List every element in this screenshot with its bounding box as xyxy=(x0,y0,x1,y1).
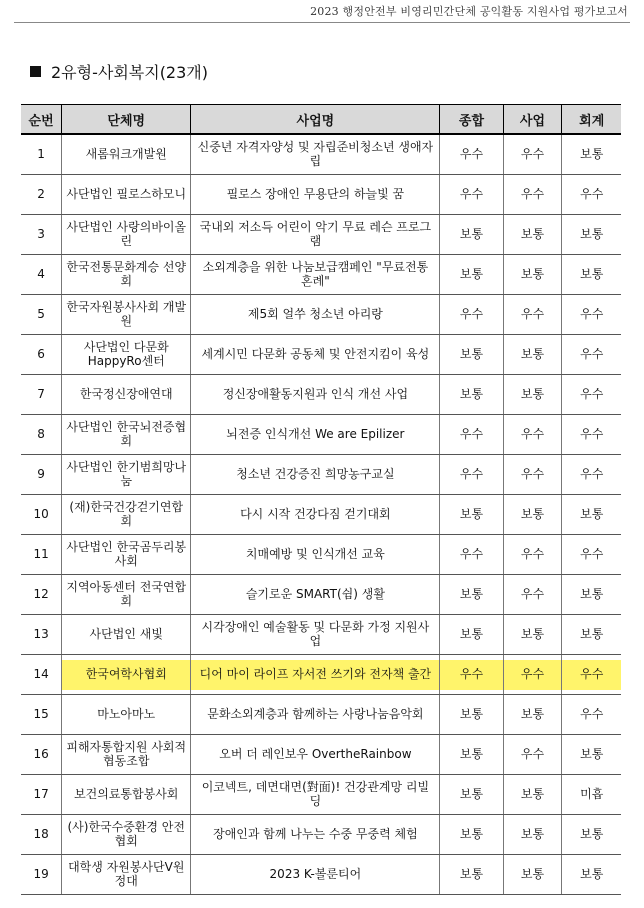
cell-no xyxy=(21,495,62,535)
cell-accounting xyxy=(562,575,621,615)
cell-accounting-text: 보통 xyxy=(580,826,604,841)
cell-business-text: 우수 xyxy=(520,666,545,681)
cell-project xyxy=(191,335,440,375)
cell-business-text: 우수 xyxy=(520,746,545,761)
cell-org-text: 한국자원봉사사회 개발원 xyxy=(66,299,187,328)
table-row xyxy=(21,415,621,455)
cell-overall-text: 보통 xyxy=(459,626,484,641)
cell-project xyxy=(191,215,440,255)
cell-overall-text: 보통 xyxy=(459,386,484,401)
cell-org-text: (재)한국건강걷기연합회 xyxy=(69,499,184,528)
table-row xyxy=(21,295,621,335)
cell-no-text: 11 xyxy=(33,546,49,561)
cell-accounting-text: 보통 xyxy=(580,746,604,761)
cell-project-text: 치매예방 및 인식개선 교육 xyxy=(245,546,385,561)
cell-project-text: 국내외 저소득 어린이 악기 무료 레슨 프로그램 xyxy=(199,219,432,248)
cell-business xyxy=(503,455,562,495)
cell-business xyxy=(503,735,562,775)
column-header-project: 사업명 xyxy=(191,105,440,135)
cell-project-text: 디어 마이 라이프 자서전 쓰기와 전자책 출간 xyxy=(199,666,432,681)
cell-business xyxy=(503,575,562,615)
cell-accounting xyxy=(562,175,621,215)
cell-overall-text: 우수 xyxy=(459,466,484,481)
cell-accounting xyxy=(562,615,621,655)
cell-org xyxy=(62,855,191,895)
cell-business xyxy=(503,775,562,815)
cell-org xyxy=(62,134,191,175)
cell-org-text: 사단법인 한기범희망나눔 xyxy=(66,459,187,488)
cell-business-text: 우수 xyxy=(520,426,545,441)
table-body xyxy=(21,134,621,895)
table-row xyxy=(21,335,621,375)
table-row xyxy=(21,175,621,215)
cell-no xyxy=(21,295,62,335)
cell-project-text: 이코넥트, 데면대면(對面)! 건강관계망 리빌딩 xyxy=(201,779,430,808)
cell-accounting xyxy=(562,775,621,815)
cell-overall xyxy=(440,655,503,695)
cell-project xyxy=(191,815,440,855)
cell-org-text: 사단법인 새빛 xyxy=(89,626,163,641)
cell-project-text: 슬기로운 SMART(쉼) 생활 xyxy=(245,586,385,601)
cell-overall xyxy=(440,215,503,255)
cell-accounting xyxy=(562,415,621,455)
cell-project-text: 소외계층을 위한 나눔보급캠페인 "무료전통혼례" xyxy=(202,259,429,288)
cell-project xyxy=(191,295,440,335)
cell-overall-text: 우수 xyxy=(459,546,484,561)
cell-overall-text: 보통 xyxy=(459,346,484,361)
cell-project-text: 2023 K-볼룬티어 xyxy=(269,866,362,881)
cell-overall-text: 보통 xyxy=(459,266,484,281)
cell-overall-text: 보통 xyxy=(459,826,484,841)
cell-accounting-text: 우수 xyxy=(580,346,604,361)
cell-overall-text: 보통 xyxy=(459,226,484,241)
cell-project xyxy=(191,775,440,815)
evaluation-table xyxy=(21,104,621,895)
cell-org xyxy=(62,575,191,615)
cell-org xyxy=(62,695,191,735)
cell-business xyxy=(503,495,562,535)
cell-business xyxy=(503,175,562,215)
cell-no xyxy=(21,735,62,775)
table-row xyxy=(21,495,621,535)
table-row xyxy=(21,134,621,175)
cell-no xyxy=(21,415,62,455)
cell-business xyxy=(503,655,562,695)
cell-accounting xyxy=(562,455,621,495)
cell-org xyxy=(62,215,191,255)
cell-overall-text: 보통 xyxy=(459,586,484,601)
cell-business-text: 보통 xyxy=(520,706,545,721)
cell-project-text: 세계시민 다문화 공동체 및 안전지킴이 육성 xyxy=(201,346,430,361)
cell-no xyxy=(21,215,62,255)
cell-project xyxy=(191,535,440,575)
table-row xyxy=(21,735,621,775)
cell-project-text: 정신장애활동지원과 인식 개선 사업 xyxy=(222,386,409,401)
cell-project xyxy=(191,615,440,655)
cell-overall-text: 우수 xyxy=(459,186,484,201)
column-header-accounting: 회계 xyxy=(562,105,621,135)
cell-accounting-text: 우수 xyxy=(580,666,604,681)
cell-overall-text: 보통 xyxy=(459,506,484,521)
cell-org xyxy=(62,535,191,575)
cell-no-text: 18 xyxy=(33,826,49,841)
cell-business-text: 우수 xyxy=(520,146,545,161)
cell-business xyxy=(503,855,562,895)
column-header-org: 단체명 xyxy=(62,105,191,135)
cell-overall xyxy=(440,575,503,615)
cell-no-text: 4 xyxy=(37,266,45,281)
column-header-overall: 종합 xyxy=(440,105,503,135)
cell-org-text: 사단법인 사랑의바이올린 xyxy=(66,219,187,248)
cell-overall-text: 우수 xyxy=(459,426,484,441)
cell-org xyxy=(62,655,191,695)
cell-accounting xyxy=(562,655,621,695)
cell-no-text: 1 xyxy=(37,146,45,161)
cell-accounting-text: 보통 xyxy=(580,586,604,601)
cell-project-text: 필로스 장애인 무용단의 하늘빛 꿈 xyxy=(226,186,405,201)
cell-project-text: 신중년 자격자양성 및 자립준비청소년 생애자립 xyxy=(197,139,434,168)
cell-org xyxy=(62,335,191,375)
square-bullet-icon xyxy=(30,66,41,77)
cell-org-text: 대학생 자원봉사단V원정대 xyxy=(68,859,185,888)
cell-accounting-text: 미흡 xyxy=(580,786,604,801)
cell-org-text: 한국전통문화계승 선양회 xyxy=(66,259,187,288)
cell-no-text: 12 xyxy=(33,586,49,601)
cell-project-text: 문화소외계층과 함께하는 사랑나눔음악회 xyxy=(207,706,424,721)
cell-overall xyxy=(440,535,503,575)
cell-overall-text: 우수 xyxy=(459,146,484,161)
cell-no xyxy=(21,695,62,735)
cell-org xyxy=(62,735,191,775)
cell-no-text: 14 xyxy=(33,666,49,681)
column-header-business: 사업 xyxy=(503,105,562,135)
cell-business xyxy=(503,695,562,735)
cell-business xyxy=(503,535,562,575)
cell-business xyxy=(503,295,562,335)
cell-accounting xyxy=(562,855,621,895)
cell-overall xyxy=(440,495,503,535)
cell-accounting-text: 보통 xyxy=(580,266,604,281)
cell-no-text: 5 xyxy=(37,306,45,321)
cell-business-text: 보통 xyxy=(520,786,545,801)
cell-no-text: 6 xyxy=(37,346,45,361)
cell-accounting xyxy=(562,255,621,295)
cell-org xyxy=(62,375,191,415)
cell-no xyxy=(21,615,62,655)
section-heading xyxy=(30,60,208,83)
cell-business-text: 우수 xyxy=(520,586,545,601)
cell-org-text: (사)한국수중환경 안전협회 xyxy=(67,819,185,848)
cell-project xyxy=(191,415,440,455)
cell-accounting xyxy=(562,134,621,175)
cell-org-text: 사단법인 한국곰두리봉사회 xyxy=(66,539,187,568)
cell-accounting xyxy=(562,735,621,775)
cell-no-text: 2 xyxy=(37,186,45,201)
cell-business xyxy=(503,615,562,655)
cell-business xyxy=(503,815,562,855)
cell-overall xyxy=(440,175,503,215)
cell-no xyxy=(21,455,62,495)
cell-accounting-text: 보통 xyxy=(580,226,604,241)
cell-no xyxy=(21,775,62,815)
cell-business-text: 보통 xyxy=(520,626,545,641)
cell-no-text: 10 xyxy=(33,506,49,521)
cell-org xyxy=(62,815,191,855)
cell-org-text: 사단법인 한국뇌전증협회 xyxy=(66,419,187,448)
cell-overall xyxy=(440,255,503,295)
column-header-no: 순번 xyxy=(21,105,62,135)
cell-org xyxy=(62,455,191,495)
cell-overall xyxy=(440,375,503,415)
cell-org-text: 한국정신장애연대 xyxy=(79,386,173,401)
cell-project xyxy=(191,255,440,295)
cell-overall xyxy=(440,855,503,895)
cell-overall xyxy=(440,695,503,735)
cell-accounting-text: 보통 xyxy=(580,626,604,641)
cell-no-text: 7 xyxy=(37,386,45,401)
cell-accounting-text: 우수 xyxy=(580,426,604,441)
table-row xyxy=(21,855,621,895)
table-header xyxy=(21,105,621,135)
cell-accounting-text: 보통 xyxy=(580,866,604,881)
cell-no xyxy=(21,255,62,295)
cell-business xyxy=(503,375,562,415)
cell-org xyxy=(62,615,191,655)
cell-accounting xyxy=(562,535,621,575)
cell-org xyxy=(62,255,191,295)
cell-org xyxy=(62,415,191,455)
cell-org xyxy=(62,175,191,215)
cell-no-text: 8 xyxy=(37,426,45,441)
cell-project-text: 시각장애인 예술활동 및 다문화 가정 지원사업 xyxy=(201,619,430,648)
cell-project-text: 장애인과 함께 나누는 수중 무중력 체험 xyxy=(213,826,418,841)
cell-org-text: 마노아마노 xyxy=(97,706,156,721)
cell-no-text: 9 xyxy=(37,466,45,481)
cell-project xyxy=(191,695,440,735)
cell-accounting-text: 우수 xyxy=(580,186,604,201)
table-row xyxy=(21,535,621,575)
table-row xyxy=(21,695,621,735)
cell-business-text: 보통 xyxy=(520,266,545,281)
cell-no xyxy=(21,175,62,215)
cell-org-text: 보건의료통합봉사회 xyxy=(74,786,179,801)
cell-project xyxy=(191,855,440,895)
cell-org-text: 새롬워크개발원 xyxy=(85,146,167,161)
cell-business xyxy=(503,415,562,455)
cell-overall-text: 우수 xyxy=(459,666,484,681)
cell-no xyxy=(21,655,62,695)
cell-no-text: 17 xyxy=(33,786,49,801)
cell-overall xyxy=(440,615,503,655)
cell-overall-text: 보통 xyxy=(459,706,484,721)
table-row xyxy=(21,575,621,615)
cell-no-text: 15 xyxy=(33,706,49,721)
cell-project-text: 청소년 건강증진 희망농구교실 xyxy=(236,466,395,481)
cell-business-text: 보통 xyxy=(520,386,545,401)
cell-org xyxy=(62,295,191,335)
cell-business-text: 우수 xyxy=(520,306,545,321)
cell-no-text: 16 xyxy=(33,746,49,761)
cell-business xyxy=(503,335,562,375)
cell-project-text: 뇌전증 인식개선 We are Epilizer xyxy=(226,426,405,441)
cell-overall xyxy=(440,335,503,375)
cell-accounting xyxy=(562,375,621,415)
cell-project xyxy=(191,495,440,535)
cell-no xyxy=(21,134,62,175)
cell-overall xyxy=(440,775,503,815)
table-row xyxy=(21,815,621,855)
table-row xyxy=(21,655,621,695)
cell-org-text: 사단법인 필로스하모니 xyxy=(66,186,187,201)
section-title: 2유형-사회복지(23개) xyxy=(51,63,208,82)
cell-org-text: 한국여학사협회 xyxy=(85,666,167,681)
cell-no xyxy=(21,815,62,855)
cell-accounting-text: 우수 xyxy=(580,386,604,401)
cell-overall-text: 우수 xyxy=(459,306,484,321)
cell-no-text: 13 xyxy=(33,626,49,641)
cell-overall xyxy=(440,295,503,335)
cell-business-text: 보통 xyxy=(520,346,545,361)
cell-business-text: 우수 xyxy=(520,186,545,201)
cell-org xyxy=(62,495,191,535)
cell-overall xyxy=(440,455,503,495)
cell-accounting xyxy=(562,815,621,855)
cell-accounting-text: 우수 xyxy=(580,546,604,561)
table-row xyxy=(21,615,621,655)
cell-overall xyxy=(440,415,503,455)
cell-accounting xyxy=(562,335,621,375)
header-divider xyxy=(14,22,630,23)
cell-accounting xyxy=(562,495,621,535)
cell-business-text: 보통 xyxy=(520,826,545,841)
cell-no xyxy=(21,855,62,895)
cell-accounting-text: 보통 xyxy=(580,146,604,161)
cell-business-text: 보통 xyxy=(520,226,545,241)
cell-business xyxy=(503,134,562,175)
cell-accounting xyxy=(562,215,621,255)
cell-project-text: 오버 더 레인보우 OvertheRainbow xyxy=(219,746,412,761)
cell-org-text: 피해자통합지원 사회적협동조합 xyxy=(66,739,187,768)
table-row xyxy=(21,375,621,415)
cell-business-text: 보통 xyxy=(520,866,545,881)
cell-org xyxy=(62,775,191,815)
cell-project xyxy=(191,655,440,695)
cell-no xyxy=(21,335,62,375)
cell-no-text: 3 xyxy=(37,226,45,241)
cell-accounting xyxy=(562,695,621,735)
cell-overall xyxy=(440,134,503,175)
cell-project xyxy=(191,375,440,415)
cell-project-text: 다시 시작 건강다짐 걷기대회 xyxy=(240,506,391,521)
cell-project xyxy=(191,175,440,215)
cell-business-text: 우수 xyxy=(520,546,545,561)
cell-overall xyxy=(440,815,503,855)
cell-business xyxy=(503,215,562,255)
table-row xyxy=(21,215,621,255)
cell-no xyxy=(21,535,62,575)
page-header-title: 2023 행정안전부 비영리민간단체 공익활동 지원사업 평가보고서 xyxy=(310,5,628,18)
cell-project xyxy=(191,134,440,175)
cell-no xyxy=(21,375,62,415)
cell-accounting-text: 우수 xyxy=(580,706,604,721)
cell-project xyxy=(191,575,440,615)
cell-project-text: 제5회 얼쑤 청소년 아리랑 xyxy=(247,306,383,321)
cell-accounting-text: 우수 xyxy=(580,306,604,321)
cell-accounting-text: 우수 xyxy=(580,466,604,481)
cell-org-text: 지역아동센터 전국연합회 xyxy=(66,579,187,608)
table-row xyxy=(21,455,621,495)
cell-business-text: 보통 xyxy=(520,506,545,521)
cell-no-text: 19 xyxy=(33,866,49,881)
cell-overall-text: 보통 xyxy=(459,786,484,801)
cell-overall xyxy=(440,735,503,775)
cell-org-text: 사단법인 다문화HappyRo센터 xyxy=(83,339,169,368)
cell-accounting xyxy=(562,295,621,335)
cell-no xyxy=(21,575,62,615)
cell-business-text: 우수 xyxy=(520,466,545,481)
cell-project xyxy=(191,455,440,495)
table-row xyxy=(21,775,621,815)
cell-overall-text: 보통 xyxy=(459,866,484,881)
table-row xyxy=(21,255,621,295)
cell-accounting-text: 보통 xyxy=(580,506,604,521)
cell-project xyxy=(191,735,440,775)
cell-overall-text: 보통 xyxy=(459,746,484,761)
cell-business xyxy=(503,255,562,295)
